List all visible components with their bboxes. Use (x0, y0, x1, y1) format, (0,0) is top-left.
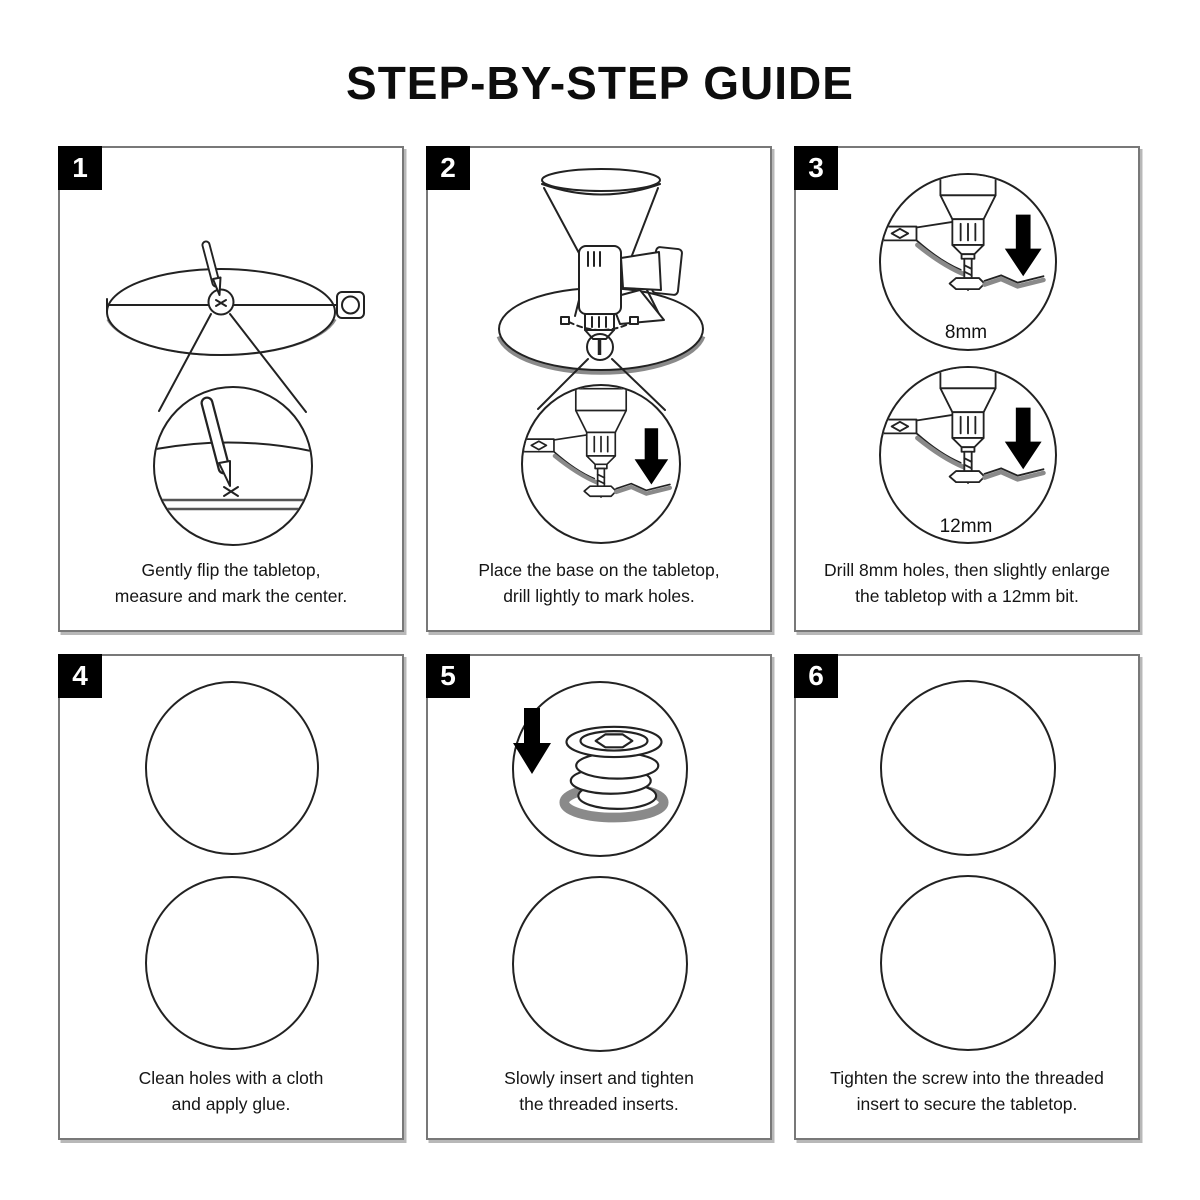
steps-grid (58, 146, 1140, 1140)
step-panel-2 (426, 146, 772, 632)
step2-illustration (428, 148, 770, 553)
tape-measure-icon (337, 292, 364, 318)
step-panel-5 (426, 654, 772, 1140)
step-caption (434, 1065, 764, 1117)
detail-circle-secure (881, 876, 1055, 1050)
step1-illustration (60, 148, 402, 553)
step-panel-4 (58, 654, 404, 1140)
detail-circle-screw (881, 681, 1055, 855)
caption-line: Tighten the screw into the threaded (830, 1068, 1104, 1088)
caption-line: the threaded inserts. (519, 1094, 679, 1114)
step-number-badge: 6 (794, 654, 838, 698)
step-caption (802, 557, 1132, 609)
page-title: STEP-BY-STEP GUIDE (346, 57, 854, 109)
caption-line: Place the base on the tabletop, (478, 560, 720, 580)
step-number-badge: 1 (58, 146, 102, 190)
step-number-badge: 5 (426, 654, 470, 698)
detail-circle-clean (146, 682, 318, 854)
step-caption (66, 557, 396, 609)
caption-line: Slowly insert and tighten (504, 1068, 694, 1088)
caption-line: insert to secure the tabletop. (856, 1094, 1078, 1114)
step5-illustration (428, 656, 770, 1061)
step-number-badge: 2 (426, 146, 470, 190)
step-number-badge: 4 (58, 654, 102, 698)
detail-circle-tighten (513, 877, 687, 1051)
magnifier-circle (154, 387, 312, 545)
caption-line: Clean holes with a cloth (138, 1068, 324, 1088)
bit-size-label-8mm: 8mm (944, 322, 988, 343)
caption-line: the tabletop with a 12mm bit. (855, 586, 1079, 606)
caption-line: Drill 8mm holes, then slightly enlarge (824, 560, 1110, 580)
step-caption (66, 1065, 396, 1117)
step-panel-6 (794, 654, 1140, 1140)
caption-line: measure and mark the center. (114, 586, 348, 606)
step6-illustration (796, 656, 1138, 1061)
caption-line: and apply glue. (171, 1094, 291, 1114)
step3-illustration (796, 148, 1138, 553)
step-number-badge: 3 (794, 146, 838, 190)
caption-line: drill lightly to mark holes. (503, 586, 695, 606)
caption-line: Gently flip the tabletop, (141, 560, 321, 580)
step4-illustration (60, 656, 402, 1061)
step-panel-3 (794, 146, 1140, 632)
step-caption (434, 557, 764, 609)
bit-size-label-12mm: 12mm (939, 516, 993, 537)
detail-circle-glue (146, 877, 318, 1049)
step-panel-1 (58, 146, 404, 632)
step-caption (802, 1065, 1132, 1117)
